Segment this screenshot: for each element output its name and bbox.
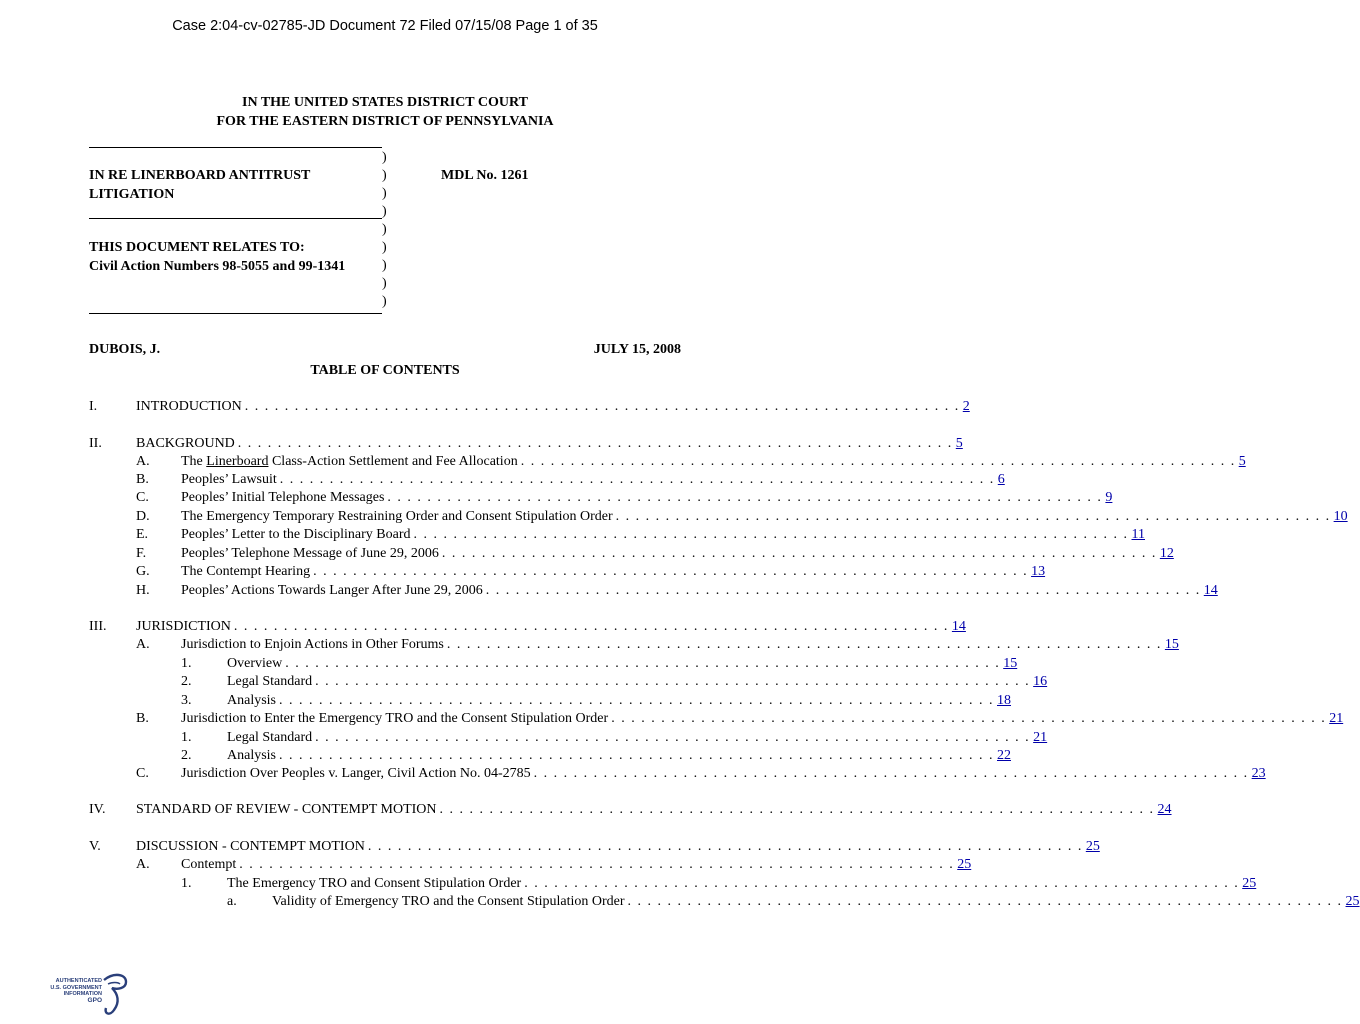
- toc-entry: [89, 435, 963, 453]
- toc-page-link[interactable]: 2: [962, 399, 970, 414]
- toc-title: Peoples’ Telephone Message of June 29, 2006: [181, 546, 439, 561]
- caption-paren: ): [382, 222, 387, 237]
- toc-number: III.: [89, 619, 107, 634]
- toc-title: Peoples’ Initial Telephone Messages: [181, 490, 385, 505]
- toc-number: D.: [136, 509, 150, 524]
- toc-page-link[interactable]: 18: [997, 693, 1011, 708]
- toc-entry: [89, 508, 1348, 526]
- toc-leader: . . . . . . . . . . . . . . . . . . . . . . . . . . . . . . . . . . . . . . . . . . . . . . . . . . . . . . . . . . . . . . . . . . . . . . . .: [279, 748, 994, 763]
- caption-paren: ): [382, 150, 387, 165]
- toc-leader: . . . . . . . . . . . . . . . . . . . . . . . . . . . . . . . . . . . . . . . . . . . . . . . . . . . . . . . . . . . . . . . . . . . . . . . .: [315, 674, 1031, 689]
- toc-leader: . . . . . . . . . . . . . . . . . . . . . . . . . . . . . . . . . . . . . . . . . . . . . . . . . . . . . . . . . . . . . . . . . . . . . . . .: [439, 802, 1155, 817]
- toc-page-link[interactable]: 5: [955, 436, 963, 451]
- toc-title: INTRODUCTION: [136, 399, 242, 414]
- toc-leader: . . . . . . . . . . . . . . . . . . . . . . . . . . . . . . . . . . . . . . . . . . . . . . . . . . . . . . . . . . . . . . . . . . . . . . . .: [387, 490, 1103, 505]
- toc-page-link[interactable]: 5: [1238, 454, 1246, 469]
- toc-title: JURISDICTION: [136, 619, 231, 634]
- toc-leader: . . . . . . . . . . . . . . . . . . . . . . . . . . . . . . . . . . . . . . . . . . . . . . . . . . . . . . . . . . . . . . . . . . . . . . . .: [615, 509, 1331, 524]
- toc-number: F.: [136, 546, 147, 561]
- toc-title: Overview: [227, 656, 283, 671]
- toc-page-link[interactable]: 6: [997, 472, 1005, 487]
- toc-leader: . . . . . . . . . . . . . . . . . . . . . . . . . . . . . . . . . . . . . . . . . . . . . . . . . . . . . . . . . . . . . . . . . . . . . . . .: [524, 876, 1240, 891]
- toc-entry: [89, 489, 1113, 507]
- toc-title: Legal Standard: [227, 730, 313, 745]
- toc-title: Peoples’ Actions Towards Langer After June 29, 2006: [181, 583, 483, 598]
- toc-number: C.: [136, 490, 149, 505]
- toc-number: B.: [136, 472, 149, 487]
- caption-rule: [89, 313, 382, 314]
- opinion-date: JULY 15, 2008: [593, 342, 681, 357]
- gpo-authentication-logo: [44, 972, 134, 1018]
- toc-entry: [89, 801, 1172, 819]
- toc-entry: [89, 875, 1257, 893]
- toc-leader: . . . . . . . . . . . . . . . . . . . . . . . . . . . . . . . . . . . . . . . . . . . . . . . . . . . . . . . . . . . . . . . . . . . . . . . .: [315, 730, 1031, 745]
- toc-number: E.: [136, 527, 149, 542]
- toc-entry: [89, 838, 1100, 856]
- toc-leader: . . . . . . . . . . . . . . . . . . . . . . . . . . . . . . . . . . . . . . . . . . . . . . . . . . . . . . . . . . . . . . . . . . . . . . . .: [285, 656, 1001, 671]
- toc-entry: [89, 636, 1179, 654]
- toc-entry: [89, 582, 1218, 600]
- toc-entry: [89, 398, 970, 416]
- toc-title: The Emergency Temporary Restraining Order and Consent Stipulation Order: [181, 509, 613, 524]
- toc-page-link[interactable]: 12: [1159, 546, 1174, 561]
- civil-action-numbers: Civil Action Numbers 98-5055 and 99-1341: [89, 259, 346, 274]
- toc-page-link[interactable]: 25: [957, 857, 972, 872]
- toc-entry: [89, 710, 1344, 728]
- caption-paren: ): [382, 240, 387, 255]
- caption-paren: ): [382, 204, 387, 219]
- toc-leader: . . . . . . . . . . . . . . . . . . . . . . . . . . . . . . . . . . . . . . . . . . . . . . . . . . . . . . . . . . . . . . . . . . . . . . . .: [367, 839, 1083, 854]
- toc-number: I.: [89, 399, 98, 414]
- toc-leader: . . . . . . . . . . . . . . . . . . . . . . . . . . . . . . . . . . . . . . . . . . . . . . . . . . . . . . . . . . . . . . . . . . . . . . . .: [239, 857, 955, 872]
- toc-number: B.: [136, 711, 149, 726]
- toc-entry: [89, 747, 1011, 765]
- toc-page-link[interactable]: 21: [1329, 711, 1344, 726]
- caption-rule: [89, 147, 382, 148]
- caption-paren: ): [382, 294, 387, 309]
- toc-title: STANDARD OF REVIEW - CONTEMPT MOTION: [136, 802, 437, 817]
- toc-title: Jurisdiction to Enter the Emergency TRO and the Consent Stipulation Order: [181, 711, 609, 726]
- toc-page-link[interactable]: 11: [1131, 527, 1145, 542]
- toc-leader: . . . . . . . . . . . . . . . . . . . . . . . . . . . . . . . . . . . . . . . . . . . . . . . . . . . . . . . . . . . . . . . . . . . . . . . .: [313, 564, 1029, 579]
- eagle-icon: [100, 972, 130, 1018]
- case-name-line1: IN RE LINERBOARD ANTITRUST: [89, 168, 311, 183]
- toc-number: 1.: [181, 876, 192, 891]
- toc-leader: . . . . . . . . . . . . . . . . . . . . . . . . . . . . . . . . . . . . . . . . . . . . . . . . . . . . . . . . . . . . . . . . . . . . . . . .: [627, 894, 1343, 909]
- toc-entry: [89, 692, 1011, 710]
- toc-entry: [89, 618, 966, 636]
- toc-page-link[interactable]: 22: [997, 748, 1011, 763]
- toc-title: DISCUSSION - CONTEMPT MOTION: [136, 839, 365, 854]
- toc-leader: . . . . . . . . . . . . . . . . . . . . . . . . . . . . . . . . . . . . . . . . . . . . . . . . . . . . . . . . . . . . . . . . . . . . . . . .: [520, 454, 1236, 469]
- judge-name: DUBOIS, J.: [89, 342, 161, 357]
- toc-page-link[interactable]: 15: [1003, 656, 1018, 671]
- toc-title: The Linerboard Class-Action Settlement and Fee Allocation: [181, 454, 518, 469]
- toc-title: Jurisdiction Over Peoples v. Langer, Civil Action No. 04-2785: [181, 766, 531, 781]
- toc-entry: [89, 453, 1246, 471]
- toc-entry: [89, 765, 1266, 783]
- caption-paren: ): [382, 258, 387, 273]
- toc-number: H.: [136, 583, 150, 598]
- toc-leader: . . . . . . . . . . . . . . . . . . . . . . . . . . . . . . . . . . . . . . . . . . . . . . . . . . . . . . . . . . . . . . . . . . . . . . . .: [413, 527, 1129, 542]
- toc-leader: . . . . . . . . . . . . . . . . . . . . . . . . . . . . . . . . . . . . . . . . . . . . . . . . . . . . . . . . . . . . . . . . . . . . . . . .: [237, 436, 953, 451]
- caption-rule: [89, 218, 382, 219]
- toc-leader: . . . . . . . . . . . . . . . . . . . . . . . . . . . . . . . . . . . . . . . . . . . . . . . . . . . . . . . . . . . . . . . . . . . . . . . .: [279, 472, 995, 487]
- toc-leader: . . . . . . . . . . . . . . . . . . . . . . . . . . . . . . . . . . . . . . . . . . . . . . . . . . . . . . . . . . . . . . . . . . . . . . . .: [244, 399, 960, 414]
- toc-title: The Contempt Hearing: [181, 564, 311, 579]
- toc-number: V.: [89, 839, 101, 854]
- caption-paren: ): [382, 276, 387, 291]
- toc-entry: [89, 729, 1048, 747]
- case-name-line2: LITIGATION: [89, 187, 175, 202]
- toc-number: A.: [136, 637, 150, 652]
- toc-title: Contempt: [181, 857, 237, 872]
- toc-number: 2.: [181, 748, 192, 763]
- toc-number: IV.: [89, 802, 106, 817]
- toc-page-link[interactable]: 23: [1251, 766, 1266, 781]
- toc-title: Validity of Emergency TRO and the Consent Stipulation Order: [272, 894, 625, 909]
- toc-title: Jurisdiction to Enjoin Actions in Other Forums: [181, 637, 444, 652]
- gpo-logo-text: AUTHENTICATED U.S. GOVERNMENT INFORMATION GPO: [50, 978, 102, 1004]
- toc-page-link[interactable]: 25: [1345, 894, 1360, 909]
- toc-number: A.: [136, 454, 150, 469]
- caption-paren: ): [382, 168, 387, 183]
- toc-leader: . . . . . . . . . . . . . . . . . . . . . . . . . . . . . . . . . . . . . . . . . . . . . . . . . . . . . . . . . . . . . . . . . . . . . . . .: [279, 693, 994, 708]
- toc-page-link[interactable]: 21: [1033, 730, 1048, 745]
- toc-title: Analysis: [227, 748, 276, 763]
- mdl-number: MDL No. 1261: [441, 168, 529, 183]
- toc-leader: . . . . . . . . . . . . . . . . . . . . . . . . . . . . . . . . . . . . . . . . . . . . . . . . . . . . . . . . . . . . . . . . . . . . . . . .: [441, 546, 1157, 561]
- toc-entry: [89, 526, 1145, 544]
- toc-leader: . . . . . . . . . . . . . . . . . . . . . . . . . . . . . . . . . . . . . . . . . . . . . . . . . . . . . . . . . . . . . . . . . . . . . . . .: [533, 766, 1249, 781]
- toc-entry: [89, 673, 1048, 691]
- toc-number: 3.: [181, 693, 192, 708]
- toc-entry: [89, 856, 972, 874]
- court-district: FOR THE EASTERN DISTRICT OF PENNSYLVANIA: [216, 114, 554, 129]
- toc-page-link[interactable]: 13: [1031, 564, 1046, 579]
- toc-title: Peoples’ Letter to the Disciplinary Board: [181, 527, 411, 542]
- toc-number: 1.: [181, 656, 192, 671]
- toc-title: TABLE OF CONTENTS: [310, 363, 460, 378]
- toc-entry: [89, 893, 1360, 911]
- toc-number: a.: [227, 894, 237, 909]
- page-header: Case 2:04-cv-02785-JD Document 72 Filed 07/15/08 Page 1 of 35: [172, 18, 598, 34]
- toc-title: Peoples’ Lawsuit: [181, 472, 277, 487]
- toc-page-link[interactable]: 14: [951, 619, 966, 634]
- toc-page-link[interactable]: 16: [1033, 674, 1048, 689]
- toc-number: G.: [136, 564, 150, 579]
- toc-number: 1.: [181, 730, 192, 745]
- toc-number: C.: [136, 766, 149, 781]
- toc-title: The Emergency TRO and Consent Stipulation Order: [227, 876, 522, 891]
- relates-to: THIS DOCUMENT RELATES TO:: [89, 240, 305, 255]
- court-name: IN THE UNITED STATES DISTRICT COURT: [242, 95, 528, 110]
- toc-page-link[interactable]: 14: [1203, 583, 1218, 598]
- toc-page-link[interactable]: 15: [1164, 637, 1179, 652]
- toc-leader: . . . . . . . . . . . . . . . . . . . . . . . . . . . . . . . . . . . . . . . . . . . . . . . . . . . . . . . . . . . . . . . . . . . . . . . .: [446, 637, 1162, 652]
- toc-leader: . . . . . . . . . . . . . . . . . . . . . . . . . . . . . . . . . . . . . . . . . . . . . . . . . . . . . . . . . . . . . . . . . . . . . . . .: [611, 711, 1327, 726]
- toc-title: BACKGROUND: [136, 436, 235, 451]
- toc-number: II.: [89, 436, 102, 451]
- toc-entry: [89, 545, 1174, 563]
- toc-title: Analysis: [227, 693, 276, 708]
- toc-entry: [89, 563, 1046, 581]
- toc-leader: . . . . . . . . . . . . . . . . . . . . . . . . . . . . . . . . . . . . . . . . . . . . . . . . . . . . . . . . . . . . . . . . . . . . . . . .: [233, 619, 949, 634]
- toc-page-link[interactable]: 9: [1105, 490, 1113, 505]
- toc-entry: [89, 655, 1018, 673]
- caption-paren: ): [382, 186, 387, 201]
- toc-leader: . . . . . . . . . . . . . . . . . . . . . . . . . . . . . . . . . . . . . . . . . . . . . . . . . . . . . . . . . . . . . . . . . . . . . . . .: [485, 583, 1201, 598]
- toc-page-link[interactable]: 10: [1333, 509, 1348, 524]
- toc-page-link[interactable]: 24: [1157, 802, 1172, 817]
- toc-number: A.: [136, 857, 150, 872]
- toc-page-link[interactable]: 25: [1242, 876, 1257, 891]
- toc-entry: [89, 471, 1005, 489]
- toc-number: 2.: [181, 674, 192, 689]
- toc-title: Legal Standard: [227, 674, 313, 689]
- toc-page-link[interactable]: 25: [1085, 839, 1100, 854]
